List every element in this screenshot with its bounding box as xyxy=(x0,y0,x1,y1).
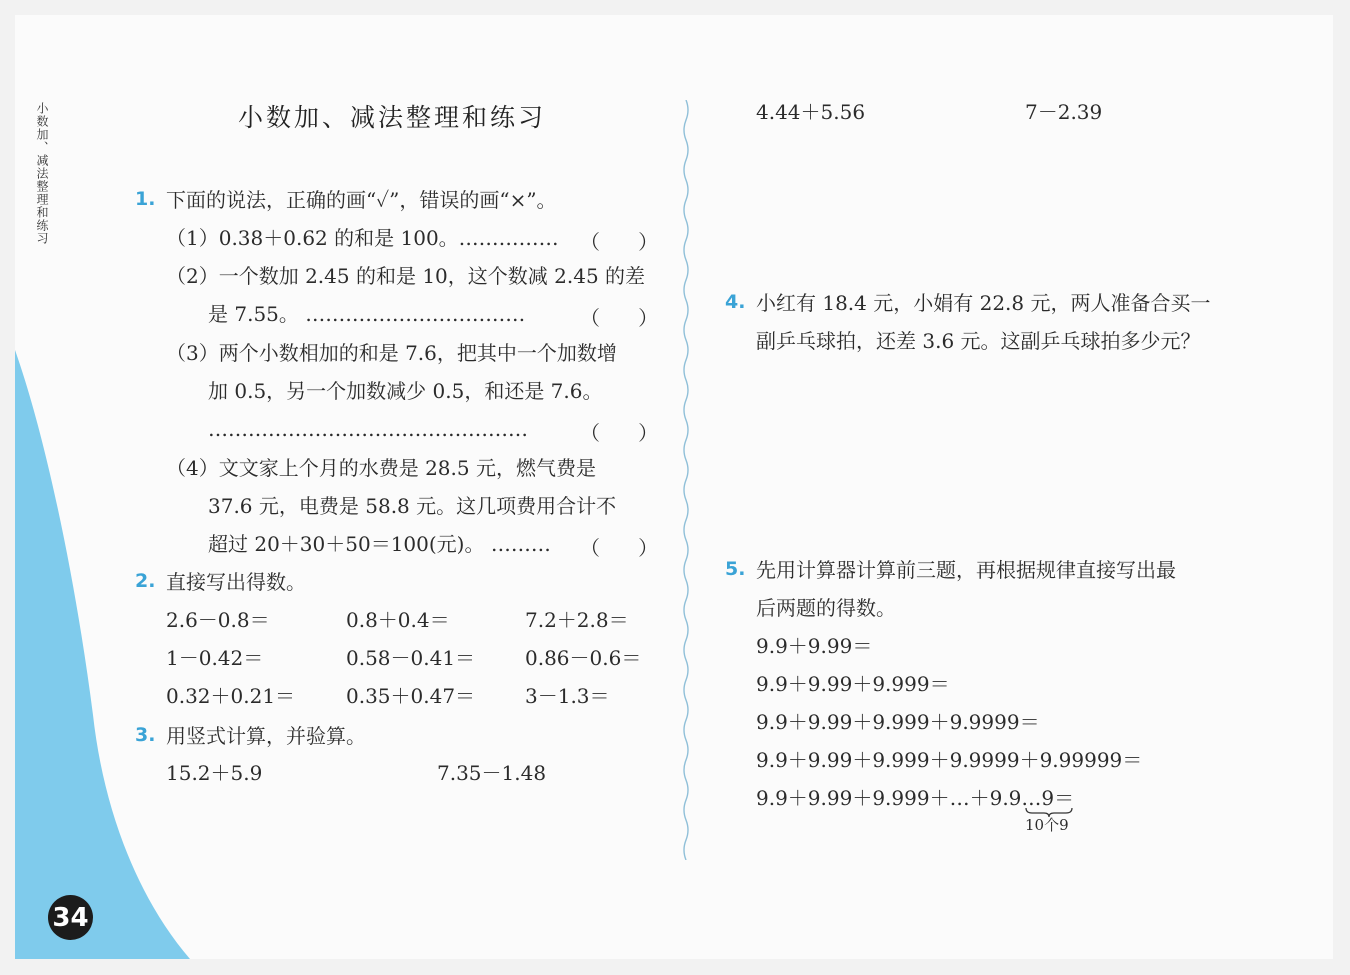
q2-expr: 0.58－0.41＝ xyxy=(346,646,476,670)
q5-expr: 9.9＋9.99＋9.999＋9.9999＋9.99999＝ xyxy=(756,748,1143,772)
q1-number: 1. xyxy=(135,188,156,210)
side-title: 小数加、减法整理和练习 xyxy=(35,102,49,245)
q2-number: 2. xyxy=(135,570,156,592)
q2-expr: 0.32＋0.21＝ xyxy=(166,684,296,708)
q3-prompt: 用竖式计算，并验算。 xyxy=(166,724,366,748)
q1-item3-line2: 加 0.5，另一个加数减少 0.5，和还是 7.6。 xyxy=(208,379,603,403)
q2-expr: 0.86－0.6＝ xyxy=(525,646,642,670)
q3-expr: 4.44＋5.56 xyxy=(756,100,866,124)
brace-label: 10个9 xyxy=(1025,816,1069,834)
q1-item2-answer-paren[interactable]: （ ） xyxy=(580,306,659,330)
q1-item4-line1: （4）文文家上个月的水费是 28.5 元，燃气费是 xyxy=(166,456,596,480)
q1-item3-answer-paren[interactable]: （ ） xyxy=(580,421,659,445)
q3-expr: 7－2.39 xyxy=(1025,100,1103,124)
q2-expr: 2.6－0.8＝ xyxy=(166,608,270,632)
q3-expr: 15.2＋5.9 xyxy=(166,761,263,785)
q2-expr: 7.2＋2.8＝ xyxy=(525,608,629,632)
q1-prompt: 下面的说法，正确的画“✓”，错误的画“×”。 xyxy=(166,188,557,212)
q5-line1: 先用计算器计算前三题，再根据规律直接写出最 xyxy=(756,558,1176,582)
q4-line1: 小红有 18.4 元，小娟有 22.8 元，两人准备合买一 xyxy=(756,291,1211,315)
q1-item4-line3: 超过 20＋30＋50＝100(元)。 ……… xyxy=(208,532,551,556)
q5-line2: 后两题的得数。 xyxy=(756,596,896,620)
q1-item1-answer-paren[interactable]: （ ） xyxy=(580,230,659,254)
q3-number: 3. xyxy=(135,724,156,746)
q1-item1-line1: （1）0.38＋0.62 的和是 100。…………… xyxy=(166,226,559,250)
q5-expr: 9.9＋9.99＝ xyxy=(756,634,873,658)
q2-expr: 0.35＋0.47＝ xyxy=(346,684,476,708)
q1-item3-line3: ………………………………………… xyxy=(208,417,528,441)
q2-expr: 3－1.3＝ xyxy=(525,684,610,708)
q1-item4-answer-paren[interactable]: （ ） xyxy=(580,536,659,560)
q4-number: 4. xyxy=(725,291,746,313)
q4-line2: 副乒乓球拍，还差 3.6 元。这副乒乓球拍多少元？ xyxy=(756,329,1201,353)
page-title: 小数加、减法整理和练习 xyxy=(238,103,547,132)
q1-item3-line1: （3）两个小数相加的和是 7.6，把其中一个加数增 xyxy=(166,341,617,365)
q5-expr: 9.9＋9.99＋9.999＋9.9999＝ xyxy=(756,710,1040,734)
q5-expr: 9.9＋9.99＋9.999＝ xyxy=(756,672,950,696)
q1-item2-line1: （2）一个数加 2.45 的和是 10，这个数减 2.45 的差 xyxy=(166,264,646,288)
q2-expr: 1－0.42＝ xyxy=(166,646,264,670)
page-divider xyxy=(680,100,692,860)
q1-item2-line2: 是 7.55。 …………………………… xyxy=(208,302,526,326)
q2-prompt: 直接写出得数。 xyxy=(166,570,306,594)
q3-expr: 7.35－1.48 xyxy=(437,761,547,785)
q5-expr: 9.9＋9.99＋9.999＋…＋9.9…9＝ xyxy=(756,786,1075,810)
q5-number: 5. xyxy=(725,558,746,580)
q1-item4-line2: 37.6 元，电费是 58.8 元。这几项费用合计不 xyxy=(208,494,617,518)
q2-expr: 0.8＋0.4＝ xyxy=(346,608,450,632)
page-number: 34 xyxy=(48,895,93,940)
